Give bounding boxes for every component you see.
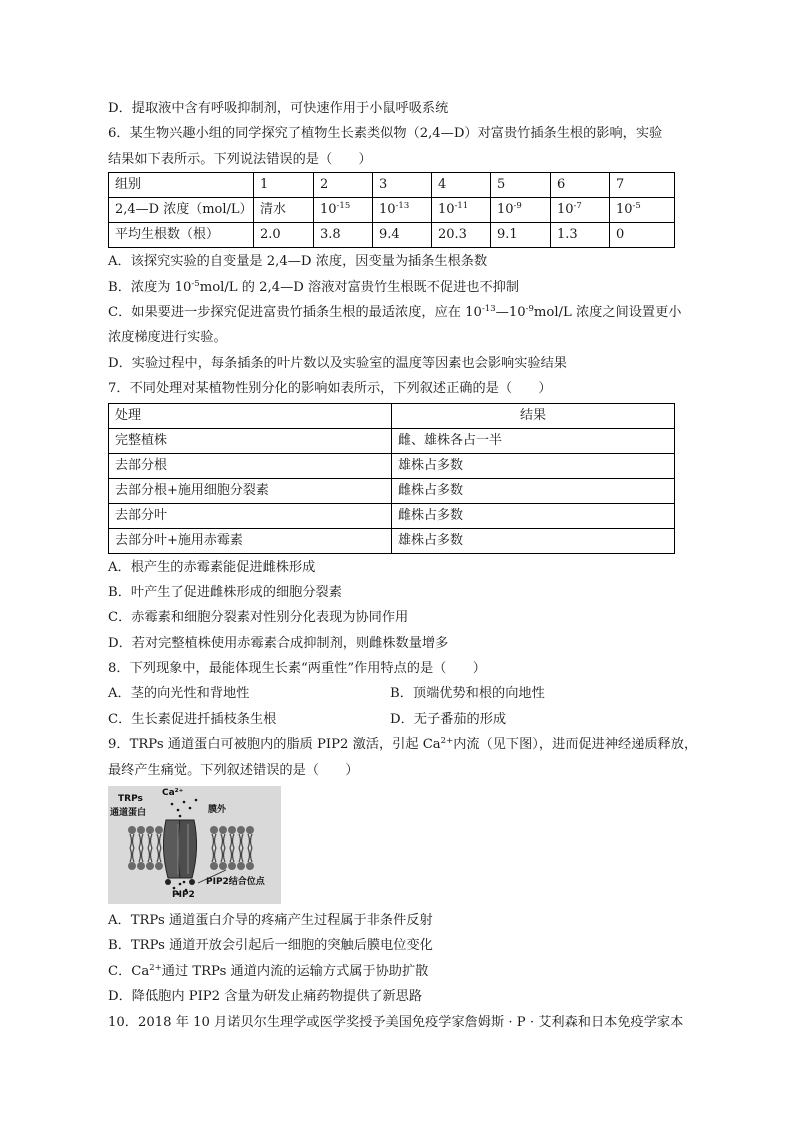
- q6-row-label: 组别: [109, 173, 254, 198]
- q6-option-c-line2: 浓度梯度进行实验。: [108, 330, 227, 346]
- q6-conc-cell: $10^{-13}$: [373, 198, 432, 223]
- q7-result-cell: 雌株占多数: [392, 503, 675, 528]
- q6-conc-cell: $10^{-9}$: [491, 198, 551, 223]
- q7-option-b: B．叶产生了促进雌株形成的细胞分裂素: [108, 584, 342, 600]
- q6-option-c: C．如果要进一步探究促进富贵竹插条生根的最适浓度，应在 $10^{-13}—10^{-9}mol/L$ 浓度之间设置更小: [108, 303, 682, 320]
- q9-option-b: B．TRPs 通道开放会引起后一细胞的突触后膜电位变化: [108, 938, 433, 954]
- q6-group-cell: 2: [314, 173, 373, 198]
- q7-option-a: A．根产生的赤霉素能促进雌株形成: [108, 559, 316, 575]
- q10-stem: 10．2018 年 10 月诺贝尔生理学或医学奖授予美国免疫学家詹姆斯 · P · 艾利森和日本免疫学家本: [108, 1014, 684, 1030]
- q6-group-cell: 4: [432, 173, 491, 198]
- q9-stem-line1: 9．TRPs 通道蛋白可被胞内的脂质 PIP2 激活，引起 $Ca^{2+}$内流（见下图），进而促进神经递质释放，: [108, 736, 698, 753]
- figure-label-ca: Ca²⁺: [162, 788, 184, 799]
- q7-result-cell: 雌株占多数: [392, 478, 675, 503]
- q7-table-row: [109, 453, 675, 478]
- q7-treatment-cell: 完整植株: [109, 428, 392, 453]
- q7-treatment-cell: 去部分叶+施用赤霉素: [109, 528, 392, 553]
- q6-roots-cell: 0: [610, 223, 675, 248]
- q8-option-c: C．生长素促进扦插枝条生根: [108, 711, 277, 727]
- q8-option-a: A．茎的向光性和背地性: [108, 686, 250, 702]
- figure-label-trps: TRPs: [118, 794, 143, 805]
- q6-row-label: 平均生根数（根）: [109, 223, 254, 248]
- q6-conc-cell: $10^{-7}$: [551, 198, 610, 223]
- q7-table-header: [109, 403, 675, 428]
- q7-option-d: D．若对完整植株使用赤霉素合成抑制剂，则雌株数量增多: [108, 635, 449, 651]
- q8-option-b: B．顶端优势和根的向地性: [390, 686, 545, 702]
- q7-stem: 7．不同处理对某植物性别分化的影响如表所示，下列叙述正确的是（ ）: [108, 381, 552, 397]
- q6-stem-line1: 6．某生物兴趣小组的同学探究了植物生长素类似物（2,4—D）对富贵竹插条生根的影响，实验: [108, 126, 663, 142]
- q7-treatment-cell: 去部分根+施用细胞分裂素: [109, 478, 392, 503]
- q6-roots-cell: 20.3: [432, 223, 491, 248]
- q6-group-cell: 1: [254, 173, 314, 198]
- trps-channel-figure: [108, 786, 281, 904]
- figure-label-pip2: PIP2: [172, 890, 195, 901]
- q7-table-row: [109, 478, 675, 503]
- q6-stem-line2: 结果如下表所示。下列说法错误的是（ ）: [108, 151, 372, 167]
- q6-conc-cell: $10^{-5}$: [610, 198, 675, 223]
- figure-label-channel: 通道蛋白: [110, 808, 147, 819]
- q6-group-cell: 5: [491, 173, 551, 198]
- figure-label-outside: 膜外: [208, 805, 227, 816]
- q6-option-a: A．该探究实验的自变量是 2,4—D 浓度，因变量为插条生根条数: [108, 254, 488, 270]
- q9-stem-line2: 最终产生痛觉。下列叙述错误的是（ ）: [108, 762, 359, 778]
- q6-data-table: [108, 172, 675, 248]
- q6-option-b: B．浓度为 $10^{-5}mol/L$ 的 2,4—D 溶液对富贵竹生根既不促进也不抑制: [108, 278, 520, 295]
- q7-treatment-cell: 去部分根: [109, 453, 392, 478]
- q7-data-table: [108, 403, 675, 554]
- q6-roots-cell: 3.8: [314, 223, 373, 248]
- exam-page: [108, 96, 708, 1035]
- q8-options-row2: [108, 707, 708, 732]
- q7-result-cell: 雄株占多数: [392, 528, 675, 553]
- figure-label-binding-site: PIP2结合位点: [206, 877, 265, 888]
- q7-table-row: [109, 528, 675, 553]
- q6-conc-cell: 清水: [254, 198, 314, 223]
- q8-stem: 8．下列现象中，最能体现生长素“两重性”作用特点的是（ ）: [108, 661, 486, 677]
- q6-group-cell: 6: [551, 173, 610, 198]
- q7-header-treatment: 处理: [109, 403, 392, 428]
- q9-option-c: C．$Ca^{2+}$通过 TRPs 通道内流的运输方式属于协助扩散: [108, 962, 429, 979]
- q6-roots-cell: 2.0: [254, 223, 314, 248]
- q8-option-d: D．无子番茄的形成: [390, 711, 507, 727]
- q6-roots-cell: 9.4: [373, 223, 432, 248]
- q5-option-d: D．提取液中含有呼吸抑制剂，可快速作用于小鼠呼吸系统: [108, 101, 449, 116]
- q6-conc-cell: $10^{-15}$: [314, 198, 373, 223]
- q9-option-d: D．降低胞内 PIP2 含量为研发止痛药物提供了新思路: [108, 989, 423, 1005]
- q6-row-label: 2,4—D 浓度（mol/L）: [109, 198, 254, 223]
- q9-option-a: A．TRPs 通道蛋白介导的疼痛产生过程属于非条件反射: [108, 913, 433, 929]
- q6-row-roots: [109, 223, 675, 248]
- q7-result-cell: 雄株占多数: [392, 453, 675, 478]
- q7-header-result: 结果: [392, 403, 675, 428]
- q6-row-group: [109, 173, 675, 198]
- q8-options-row1: [108, 681, 708, 706]
- q6-roots-cell: 9.1: [491, 223, 551, 248]
- q6-row-concentration: [109, 198, 675, 223]
- q7-treatment-cell: 去部分叶: [109, 503, 392, 528]
- q7-table-row: [109, 503, 675, 528]
- q7-option-c: C．赤霉素和细胞分裂素对性别分化表现为协同作用: [108, 610, 409, 626]
- q6-conc-cell: $10^{-11}$: [432, 198, 491, 223]
- q6-option-d: D．实验过程中，每条插条的叶片数以及实验室的温度等因素也会影响实验结果: [108, 355, 567, 371]
- q7-table-row: [109, 428, 675, 453]
- q6-roots-cell: 1.3: [551, 223, 610, 248]
- q7-result-cell: 雌、雄株各占一半: [392, 428, 675, 453]
- q6-group-cell: 7: [610, 173, 675, 198]
- q6-group-cell: 3: [373, 173, 432, 198]
